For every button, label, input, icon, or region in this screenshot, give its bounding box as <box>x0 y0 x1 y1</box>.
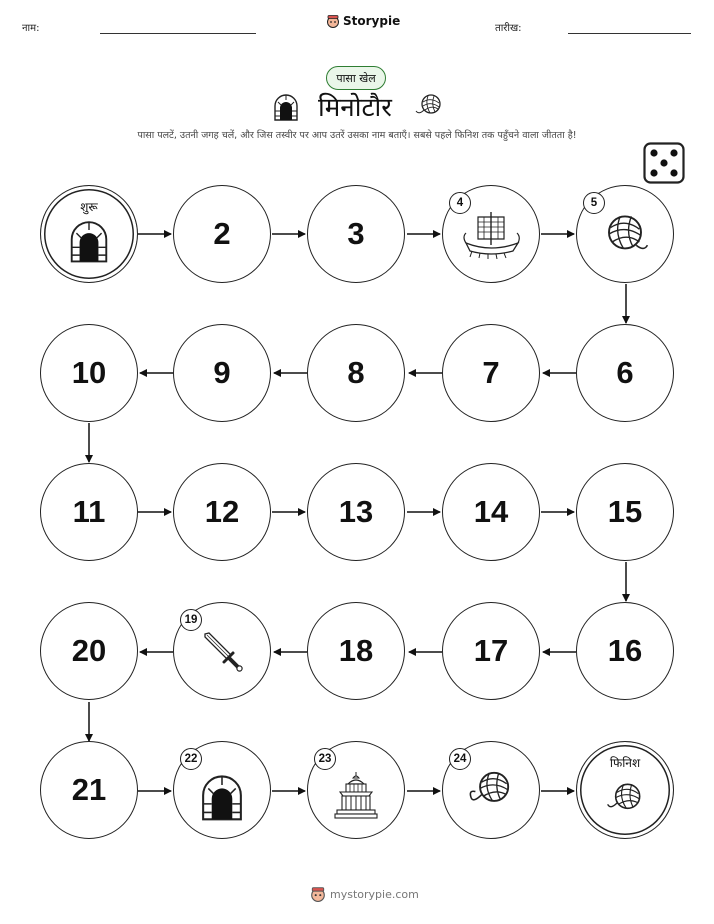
board-cell-13[interactable] <box>307 463 405 561</box>
cell-number-badge: 19 <box>180 609 202 631</box>
board-cell-finish[interactable] <box>576 741 674 839</box>
board-cell-23[interactable] <box>307 741 405 839</box>
board-cell-20[interactable] <box>40 602 138 700</box>
yarn-ball-icon <box>605 781 645 817</box>
cell-number-badge: 5 <box>583 192 605 214</box>
board-cell-3[interactable] <box>307 185 405 283</box>
cell-number: 14 <box>473 494 509 529</box>
cell-number: 8 <box>347 355 365 390</box>
sword-icon <box>199 628 245 674</box>
board-cell-4[interactable] <box>442 185 540 283</box>
board-cell-8[interactable] <box>307 324 405 422</box>
cell-number: 16 <box>607 633 643 668</box>
cell-number: 13 <box>338 494 374 529</box>
ship-icon <box>460 209 522 259</box>
cell-number: 15 <box>607 494 643 529</box>
cell-number-badge: 22 <box>180 748 202 770</box>
start-label: शुरू <box>80 200 98 214</box>
board-cell-12[interactable] <box>173 463 271 561</box>
brand-name: Storypie <box>343 14 401 28</box>
yarn-ball-icon <box>466 768 516 812</box>
game-type-badge: पासा खेल <box>326 66 386 90</box>
board-cell-24[interactable] <box>442 741 540 839</box>
date-label: तारीख: <box>495 23 522 34</box>
board-cell-15[interactable] <box>576 463 674 561</box>
board-cell-10[interactable] <box>40 324 138 422</box>
cell-number: 9 <box>213 355 231 390</box>
cell-number: 17 <box>473 633 509 668</box>
page-title: मिनोटौर <box>318 93 392 123</box>
name-label: नाम: <box>22 23 40 34</box>
footer <box>310 886 419 902</box>
board-cell-11[interactable] <box>40 463 138 561</box>
cell-number-badge: 23 <box>314 748 336 770</box>
cell-number: 2 <box>213 216 231 251</box>
tunnel-icon <box>198 773 246 821</box>
board-cell-start[interactable] <box>40 185 138 283</box>
footer-url[interactable]: mystorypie.com <box>330 887 419 901</box>
tunnel-icon <box>67 219 111 263</box>
board-cell-21[interactable] <box>40 741 138 839</box>
instructions-text: पासा पलटें, उतनी जगह चलें, और जिस तस्वीर पर आप उतरें उसका नाम बताएँ। सबसे पहले फिनिश तक पहुँचने वाला जीतता है! <box>137 130 577 141</box>
board-cell-9[interactable] <box>173 324 271 422</box>
cell-number: 3 <box>347 216 365 251</box>
storypie-mascot-icon <box>310 886 326 902</box>
cell-number: 10 <box>71 355 107 390</box>
yarn-ball-icon <box>601 212 649 256</box>
cell-number: 18 <box>338 633 374 668</box>
cell-number: 12 <box>204 494 240 529</box>
cell-number: 6 <box>616 355 634 390</box>
board-cell-18[interactable] <box>307 602 405 700</box>
board-cell-5[interactable] <box>576 185 674 283</box>
board-cell-2[interactable] <box>173 185 271 283</box>
board-cell-19[interactable] <box>173 602 271 700</box>
cell-number: 21 <box>71 772 107 807</box>
board-cell-22[interactable] <box>173 741 271 839</box>
board-cell-14[interactable] <box>442 463 540 561</box>
board-cell-17[interactable] <box>442 602 540 700</box>
board-cell-7[interactable] <box>442 324 540 422</box>
cell-number: 11 <box>72 494 106 529</box>
board-cell-6[interactable] <box>576 324 674 422</box>
cell-number-badge: 24 <box>449 748 471 770</box>
finish-label: फिनिश <box>609 756 641 770</box>
cell-number: 7 <box>482 355 500 390</box>
temple-icon <box>333 770 379 820</box>
cell-number: 20 <box>71 633 107 668</box>
board-cell-16[interactable] <box>576 602 674 700</box>
cell-number-badge: 4 <box>449 192 471 214</box>
